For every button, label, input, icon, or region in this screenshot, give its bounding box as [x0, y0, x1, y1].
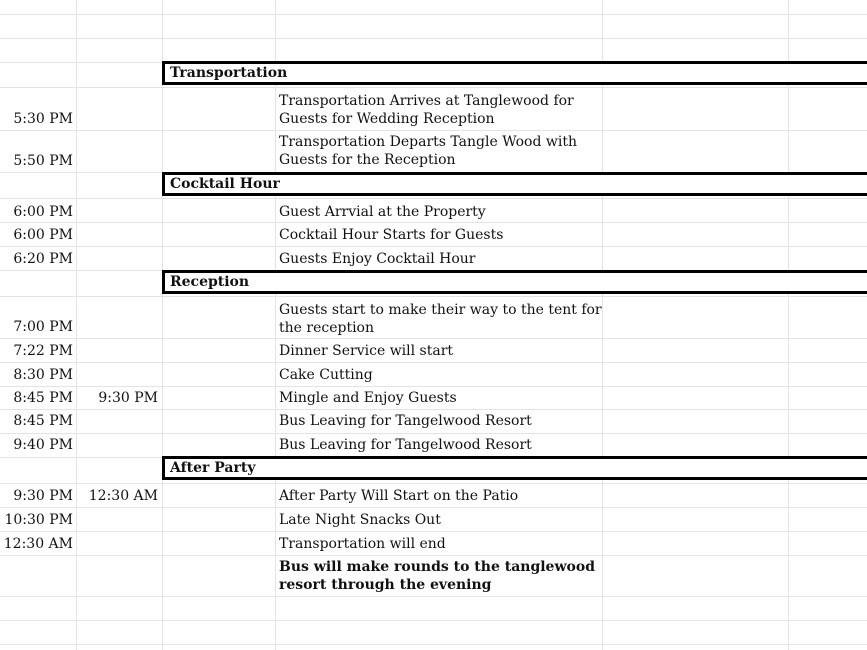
description-cell[interactable]: Guests Enjoy Cocktail Hour [279, 251, 476, 267]
time-cell[interactable]: 6:00 PM [13, 204, 73, 220]
row-divider [0, 246, 867, 247]
row-divider [0, 14, 867, 15]
note-cell[interactable]: Bus will make rounds to the tanglewood resort through the evening [279, 559, 595, 593]
section-header-transportation[interactable]: Transportation [162, 61, 867, 85]
description-cell[interactable]: Transportation Departs Tangle Wood with Guests for the Reception [279, 134, 578, 168]
description-cell[interactable]: Guests start to make their way to the tent for the reception [279, 302, 602, 336]
description-cell[interactable]: Transportation will end [279, 536, 446, 552]
section-header-reception[interactable]: Reception [162, 270, 867, 294]
time-cell[interactable]: 9:30 PM [13, 488, 73, 504]
time-cell[interactable]: 8:30 PM [13, 367, 73, 383]
row-divider [0, 198, 867, 199]
row-divider [0, 596, 867, 597]
section-header-cocktail-hour[interactable]: Cocktail Hour [162, 172, 867, 196]
time-cell[interactable]: 8:45 PM [13, 390, 73, 406]
description-cell[interactable]: Transportation Arrives at Tanglewood for Guests for Wedding Reception [279, 93, 574, 127]
row-divider [0, 38, 867, 39]
description-cell[interactable]: Bus Leaving for Tangelwood Resort [279, 413, 532, 429]
row-divider [0, 620, 867, 621]
column-divider [162, 0, 163, 650]
row-divider [0, 296, 867, 297]
time-cell[interactable]: 5:50 PM [13, 153, 73, 169]
description-cell[interactable]: After Party Will Start on the Patio [279, 488, 519, 504]
row-divider [0, 130, 867, 131]
time-cell[interactable]: 12:30 AM [3, 536, 73, 552]
row-divider [0, 531, 867, 532]
row-divider [0, 409, 867, 410]
description-cell[interactable]: Guest Arrvial at the Property [279, 204, 486, 220]
time-cell[interactable]: 6:20 PM [13, 251, 73, 267]
row-divider [0, 644, 867, 645]
row-divider [0, 338, 867, 339]
description-cell[interactable]: Bus Leaving for Tangelwood Resort [279, 437, 532, 453]
time-cell[interactable]: 9:40 PM [13, 437, 73, 453]
end-time-cell[interactable]: 9:30 PM [98, 390, 158, 406]
end-time-cell[interactable]: 12:30 AM [88, 488, 158, 504]
row-divider [0, 483, 867, 484]
description-cell[interactable]: Dinner Service will start [279, 343, 454, 359]
column-divider [76, 0, 77, 650]
row-divider [0, 433, 867, 434]
time-cell[interactable]: 7:00 PM [13, 319, 73, 335]
time-cell[interactable]: 5:30 PM [13, 111, 73, 127]
time-cell[interactable]: 8:45 PM [13, 413, 73, 429]
row-divider [0, 87, 867, 88]
row-divider [0, 386, 867, 387]
row-divider [0, 507, 867, 508]
description-cell[interactable]: Late Night Snacks Out [279, 512, 441, 528]
time-cell[interactable]: 10:30 PM [4, 512, 73, 528]
description-cell[interactable]: Cocktail Hour Starts for Guests [279, 227, 504, 243]
description-cell[interactable]: Cake Cutting [279, 367, 373, 383]
time-cell[interactable]: 6:00 PM [13, 227, 73, 243]
row-divider [0, 362, 867, 363]
section-header-after-party[interactable]: After Party [162, 456, 867, 480]
row-divider [0, 222, 867, 223]
time-cell[interactable]: 7:22 PM [13, 343, 73, 359]
description-cell[interactable]: Mingle and Enjoy Guests [279, 390, 457, 406]
column-divider [275, 0, 276, 650]
column-divider [788, 0, 789, 650]
row-divider [0, 555, 867, 556]
